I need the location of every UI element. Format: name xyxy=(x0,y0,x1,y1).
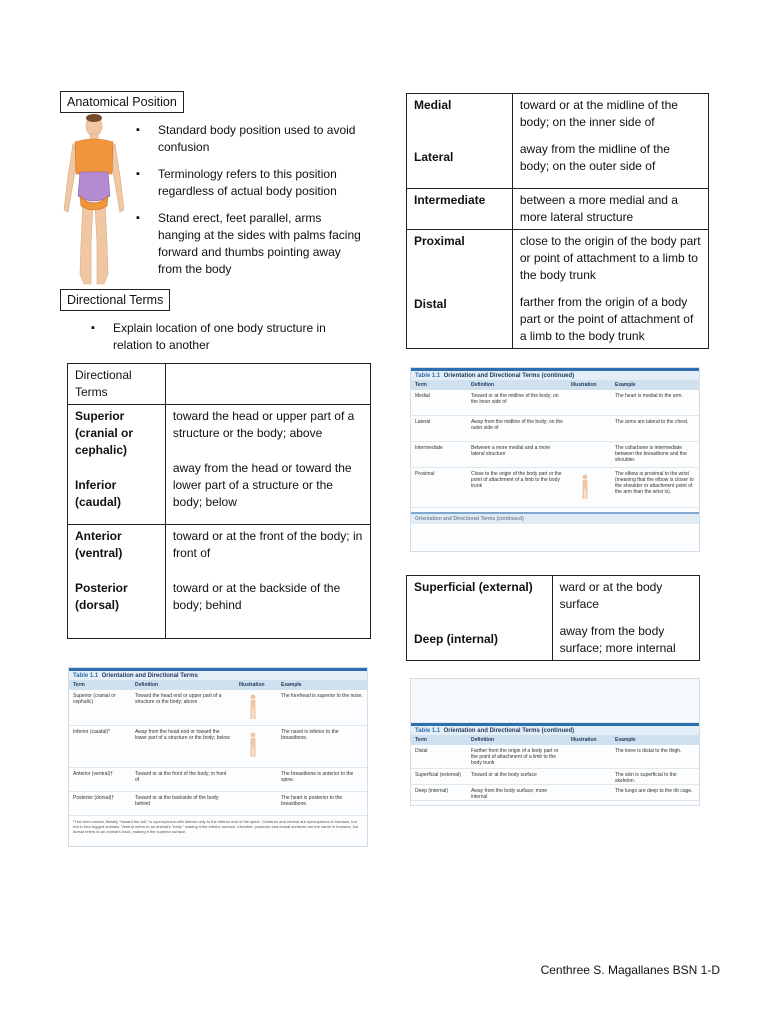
textbook-table-row: Proximal Close to the origin of the body part or the point of attachment of a limb to the body trunk The elbow is proximal to the wrist (meaning that the elbow is closer to the shoulder or attachment point of the arm than the wrist is). xyxy=(411,468,699,508)
directional-terms-bullets xyxy=(89,320,359,364)
textbook-table-title: Table 1.1 Orientation and Directional Terms xyxy=(69,668,367,680)
textbook-table-title: Table 1.1 Orientation and Directional Terms (continued) xyxy=(411,368,699,380)
table-header-cell: Directional Terms xyxy=(68,364,166,405)
term-cell: Medial Lateral xyxy=(407,94,513,189)
definition-cell: toward the head or upper part of a structure or the body; above away from the head or toward the lower part of a structure or the body; below xyxy=(165,405,370,525)
directional-terms-heading: Directional Terms xyxy=(60,289,170,311)
bullet-item: ▪ Stand erect, feet parallel, arms hanging at the sides with palms facing forward and thumbs pointing away from the body xyxy=(134,210,364,278)
textbook-table-row: Distal Farther from the origin of a body part or the point of attachment of a limb to the body trunk The knee is distal to the thigh. xyxy=(411,745,699,769)
table-header-cell xyxy=(165,364,370,405)
textbook-table-title: Table 1.1 Orientation and Directional Terms (continued) xyxy=(411,723,699,735)
overlapping-table-strip: Orientation and Directional Terms (continued) xyxy=(411,512,699,524)
medial-lateral-table xyxy=(406,93,709,349)
textbook-table-header: Term Definition Illustration Example xyxy=(411,735,699,745)
bullet-item: ▪ Explain location of one body structure in relation to another xyxy=(89,320,359,354)
table-row xyxy=(407,576,700,661)
bullet-item: ▪ Standard body position used to avoid confusion xyxy=(134,122,364,156)
body-figure-icon xyxy=(247,694,259,720)
overlapping-table-strip xyxy=(411,679,699,723)
definition-cell: close to the origin of the body part or point of attachment to a limb to the body trunk farther from the origin of a body part or the point of attachment of a limb to the body trunk xyxy=(512,230,708,349)
textbook-table-row: Superficial (external) Toward or at the body surface The skin is superficial to the skeleton. xyxy=(411,769,699,785)
author-signature: Centhree S. Magallanes BSN 1-D xyxy=(540,963,720,977)
textbook-table-image-right-top xyxy=(410,367,700,552)
anatomical-position-figure xyxy=(58,114,130,289)
textbook-table-row: Lateral Away from the midline of the body; on the outer side of The arms are lateral to the chest. xyxy=(411,416,699,442)
anatomical-position-bullets xyxy=(134,122,364,288)
textbook-table-header: Term Definition Illustration Example xyxy=(69,680,367,690)
definition-cell: toward or at the front of the body; in front of toward or at the backside of the body; behind xyxy=(165,525,370,639)
term-cell: Anterior (ventral) Posterior (dorsal) xyxy=(68,525,166,639)
table-row xyxy=(68,405,371,525)
table-row xyxy=(407,94,709,189)
body-figure-icon xyxy=(579,474,591,500)
definition-cell: between a more medial and a more lateral structure xyxy=(512,189,708,230)
textbook-table-row: Inferior (caudal)* Away from the head end or toward the lower part of a structure or the body; below The navel is inferior to the breastbone. xyxy=(69,726,367,768)
textbook-table-row: Posterior (dorsal)† Toward or at the backside of the body; behind The heart is posterior to the breastbone. xyxy=(69,792,367,816)
directional-terms-table xyxy=(67,363,371,639)
textbook-table-footnote: *The term caudal, literally "toward the tail," is synonymous with inferior only to the inferior end of the spine. †Anterior and ventral are synonymous in humans, but not in four-legged animals. Ventral refers to an animal's "belly," making it the inferior surface. Likewise, posterior and dorsal surfaces are the same in humans, but dorsal refers to an animal's back, making it the superior surface. xyxy=(73,819,359,834)
term-cell: Superficial (external) Deep (internal) xyxy=(407,576,553,661)
anatomical-position-heading: Anatomical Position xyxy=(60,91,184,113)
table-row xyxy=(407,230,709,349)
body-figure-icon xyxy=(247,732,259,758)
term-cell: Intermediate xyxy=(407,189,513,230)
textbook-table-row: Superior (cranial or cephalic) Toward the head end or upper part of a structure or the body; above The forehead is superior to the nose. xyxy=(69,690,367,726)
definition-cell: ward or at the body surface away from the body surface; more internal xyxy=(552,576,699,661)
textbook-table-row: Anterior (ventral)† Toward or at the front of the body; in front of The breastbone is anterior to the spine. xyxy=(69,768,367,792)
textbook-table-row: Medial Toward or at the midline of the body; on the inner side of The heart is medial to the arm. xyxy=(411,390,699,416)
table-row xyxy=(68,525,371,639)
textbook-table-header: Term Definition Illustration Example xyxy=(411,380,699,390)
definition-cell: toward or at the midline of the body; on the inner side of away from the midline of the body; on the outer side of xyxy=(512,94,708,189)
superficial-deep-table xyxy=(406,575,700,661)
textbook-table-row: Deep (internal) Away from the body surface; more internal The lungs are deep to the rib cage. xyxy=(411,785,699,801)
term-cell: Superior (cranial or cephalic) Inferior (caudal) xyxy=(68,405,166,525)
table-row xyxy=(407,189,709,230)
textbook-table-image-left xyxy=(68,667,368,847)
term-cell: Proximal Distal xyxy=(407,230,513,349)
bullet-item: ▪ Terminology refers to this position regardless of actual body position xyxy=(134,166,364,200)
textbook-table-row: Intermediate Between a more medial and a more lateral structure The collarbone is intermediate between the breastbone and the shoulder. xyxy=(411,442,699,468)
textbook-table-image-right-bottom xyxy=(410,678,700,806)
table-header-row xyxy=(68,364,371,405)
